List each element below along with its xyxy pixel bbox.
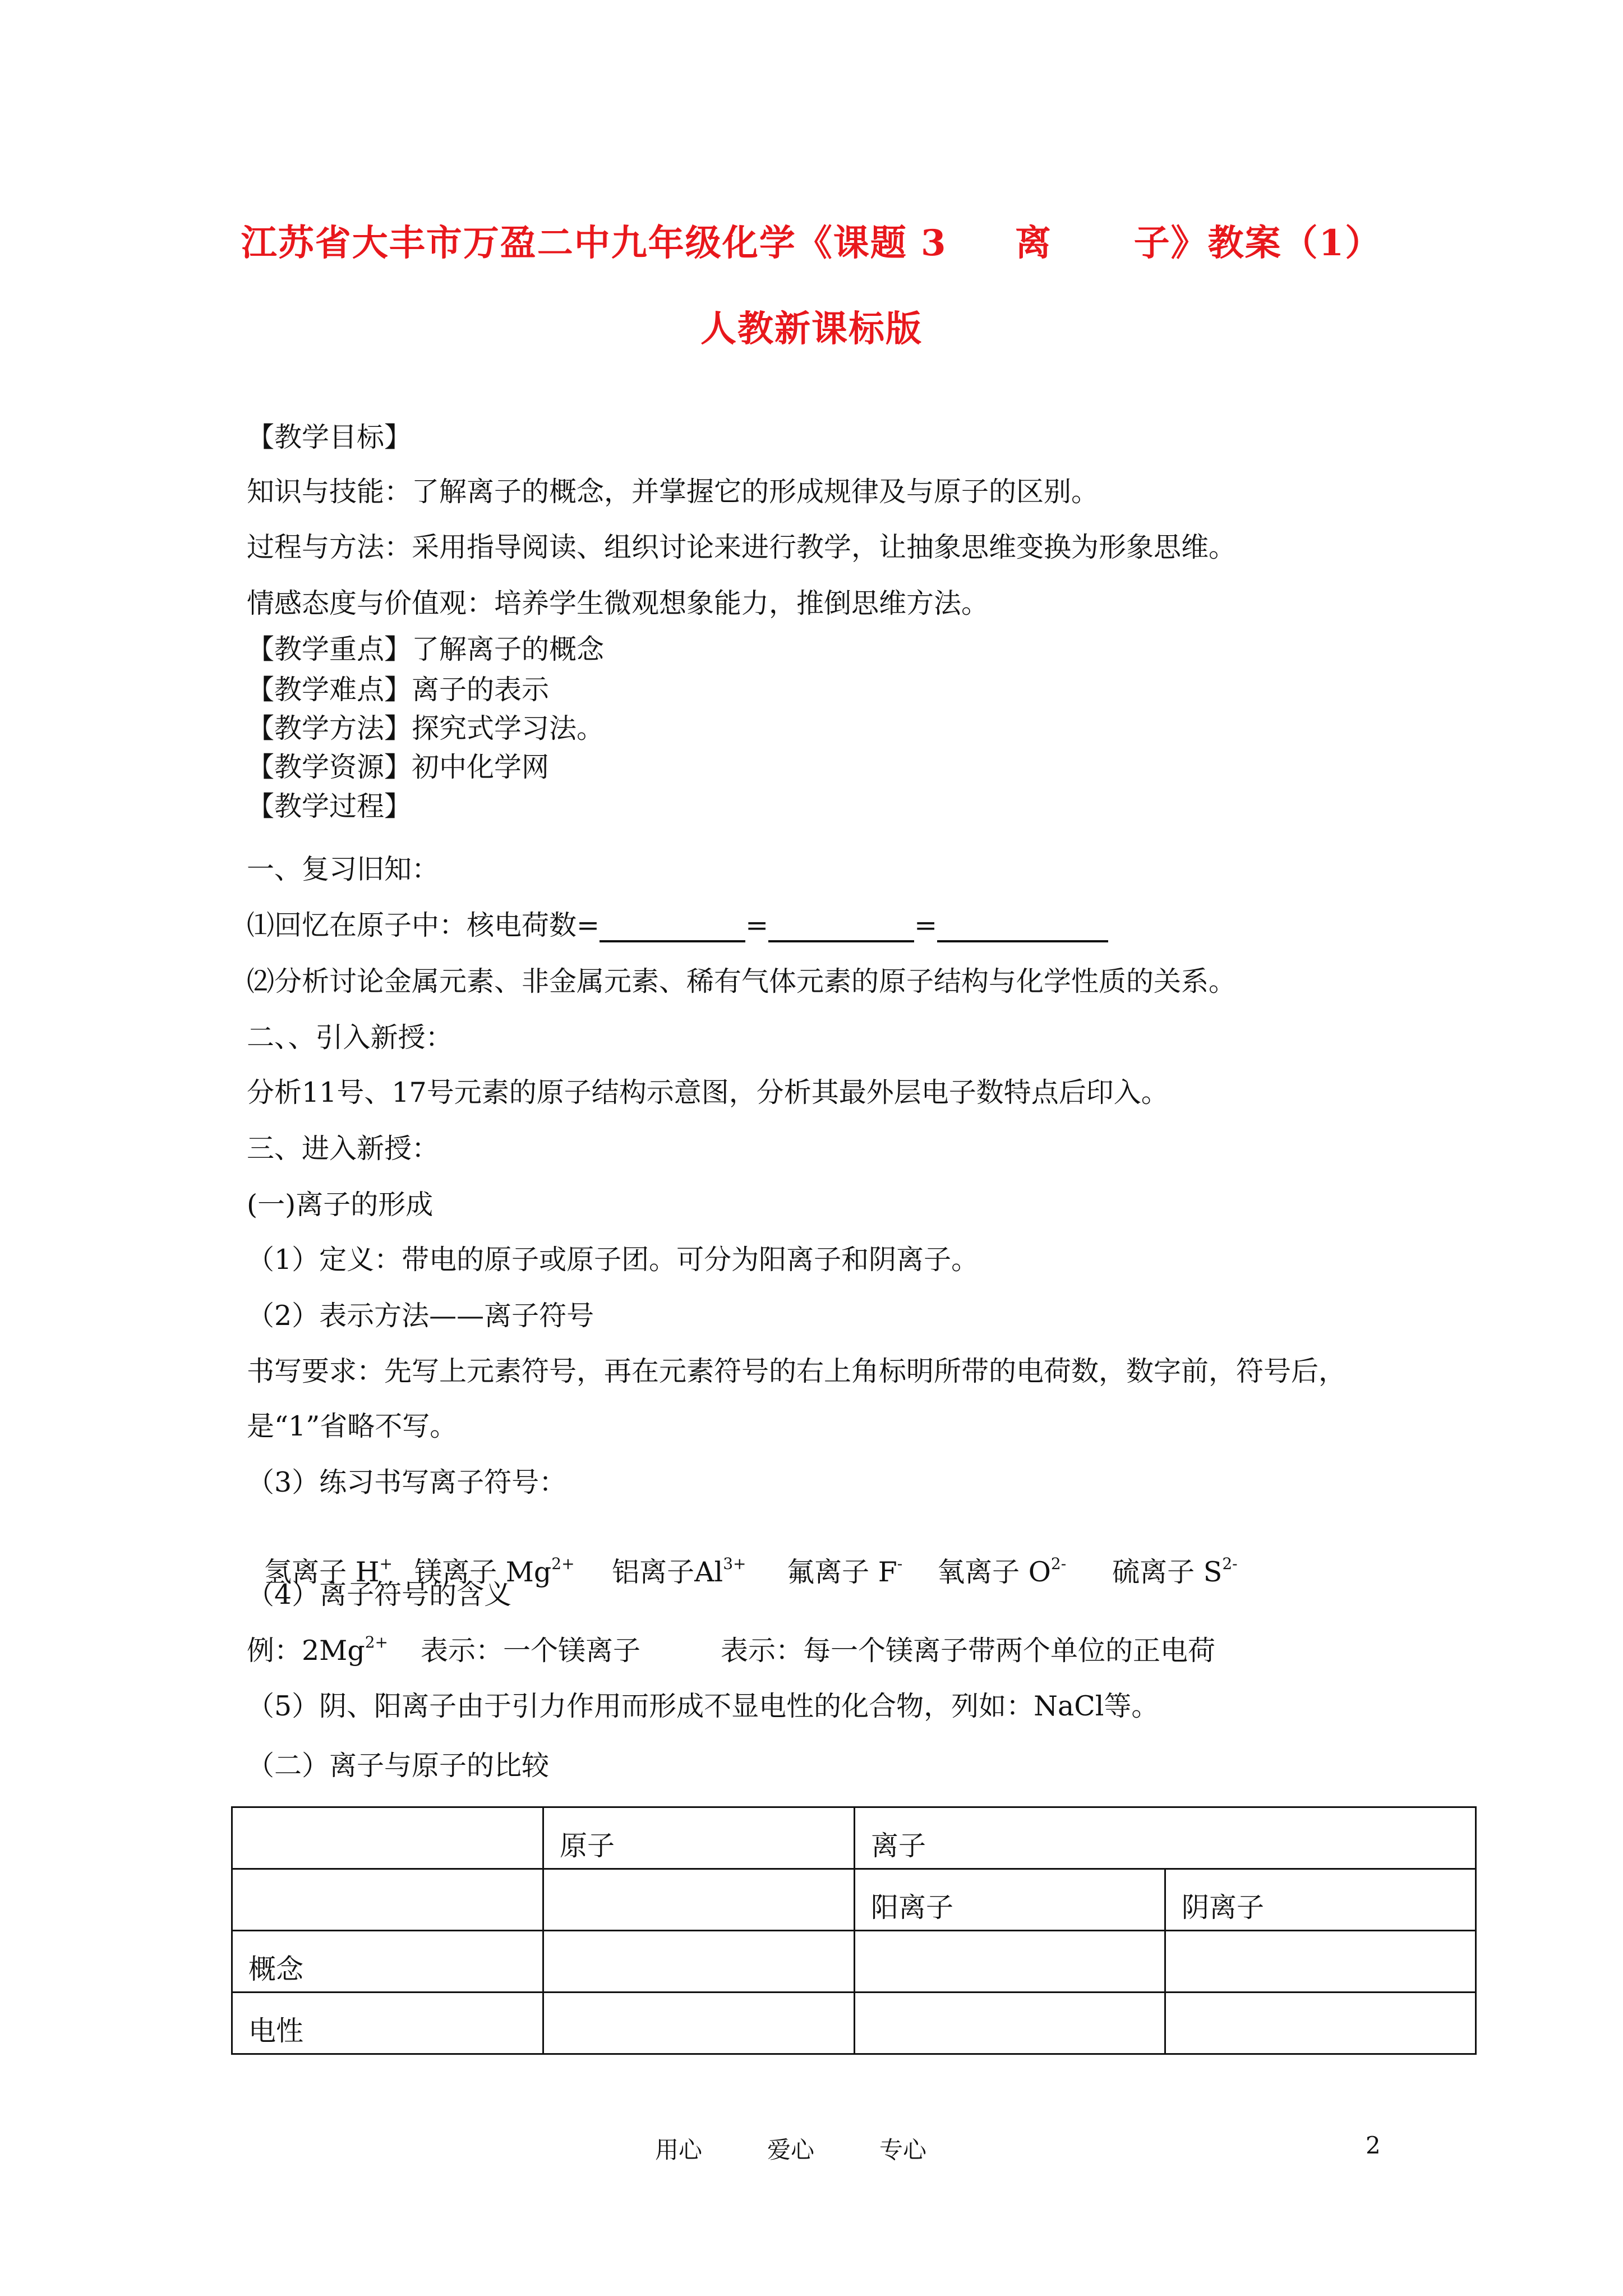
review-heading: 一、复习旧知： [247, 853, 440, 885]
table-cell [232, 1869, 543, 1931]
header-anion: 阴离子 [1165, 1869, 1476, 1931]
ion-symbol: H [355, 1556, 380, 1588]
table-cell [543, 1869, 855, 1931]
emotion-values: 情感态度与价值观：培养学生微观想象能力，推倒思维方法。 [247, 587, 989, 619]
header-cation: 阳离子 [855, 1869, 1165, 1931]
meaning-heading: （4）离子符号的含义 [247, 1579, 512, 1611]
intro-text: 分析11号、17号元素的原子结构示意图，分析其最外层电子数特点后印入。 [247, 1076, 1169, 1108]
review-item-1-text: ⑴回忆在原子中：核电荷数= [247, 909, 600, 941]
ion-oxygen [937, 1556, 1112, 1589]
difficulty: 【教学难点】离子的表示 [247, 674, 550, 706]
page-number: 2 [1366, 2132, 1381, 2159]
representation: （2）表示方法——离子符号 [247, 1300, 594, 1332]
header-atom: 原子 [543, 1807, 855, 1869]
teaching-method: 【教学方法】探究式学习法。 [247, 712, 605, 744]
table-cell [232, 1807, 543, 1869]
footer-motto-1: 用心 [655, 2136, 703, 2164]
example-line [247, 1634, 1215, 1668]
example-prefix: 例：2Mg [247, 1635, 365, 1667]
ion-name: 铝离子 [612, 1556, 695, 1588]
document-title-line1: 江苏省大丰市万盈二中九年级化学《课题 3 离 子》教案（1） [241, 222, 1382, 264]
intro-heading: 二、、引入新授： [247, 1022, 453, 1053]
objectives-heading: 【教学目标】 [247, 421, 412, 453]
table-row [232, 1807, 1476, 1869]
example-charge: 2+ [365, 1633, 388, 1651]
table-cell [543, 1931, 855, 1993]
writing-requirement-line1: 书写要求：先写上元素符号，再在元素符号的右上角标明所带的电荷数，数字前，符号后， [247, 1355, 1347, 1387]
ion-name: 氧离子 [937, 1556, 1029, 1588]
example-meaning-2: 表示：每一个镁离子带两个单位的正电荷 [721, 1635, 1216, 1667]
compound-text: （5）阴、阳离子由于引力作用而形成不显电性的化合物，列如：NaCl等。 [247, 1690, 1159, 1722]
document-title-line2: 人教新课标版 [700, 308, 923, 350]
review-item-2: ⑵分析讨论金属元素、非金属元素、稀有气体元素的原子结构与化学性质的关系。 [247, 965, 1237, 997]
footer-motto-3: 专心 [879, 2136, 927, 2164]
table-cell [1165, 1931, 1476, 1993]
practice-heading: （3）练习书写离子符号： [247, 1466, 567, 1498]
ion-symbol: Mg [505, 1556, 552, 1588]
example-meaning-1: 表示：一个镁离子 [421, 1635, 641, 1667]
ion-symbol: Al [694, 1556, 723, 1588]
review-item-1 [247, 909, 1108, 942]
table-row [232, 1931, 1476, 1993]
ion-charge: + [379, 1554, 393, 1573]
compare-heading: （二）离子与原子的比较 [247, 1750, 550, 1782]
table-cell [1165, 1993, 1476, 2054]
ion-charge: 3+ [723, 1554, 746, 1573]
ion-symbol: S [1203, 1556, 1223, 1588]
writing-requirement-line2: 是“1”省略不写。 [247, 1410, 458, 1442]
ion-aluminum [612, 1556, 787, 1589]
footer-motto-2: 爱心 [767, 2136, 815, 2164]
answer-blank [768, 911, 914, 942]
ion-fluorine [787, 1556, 937, 1589]
ion-name: 镁离子 [414, 1556, 506, 1588]
ion-name: 氢离子 [264, 1556, 356, 1588]
answer-blank [937, 911, 1108, 942]
answer-blank [600, 911, 745, 942]
definition: （1）定义：带电的原子或原子团。可分为阳离子和阴离子。 [247, 1244, 979, 1276]
ion-symbol: F [878, 1556, 897, 1588]
ion-name: 硫离子 [1112, 1556, 1204, 1588]
equals-sign: = [745, 909, 769, 941]
ion-charge: - [897, 1554, 903, 1573]
new-heading: 三、进入新授： [247, 1133, 440, 1165]
knowledge-skills: 知识与技能：了解离子的概念，并掌握它的形成规律及与原子的区别。 [247, 476, 1099, 508]
row-label-concept: 概念 [232, 1931, 543, 1993]
teaching-resource: 【教学资源】初中化学网 [247, 751, 550, 783]
equals-sign: = [914, 909, 938, 941]
example-symbol [247, 1634, 421, 1668]
ion-charge: 2- [1050, 1554, 1067, 1573]
row-label-charge: 电性 [232, 1993, 543, 2054]
table-cell [543, 1993, 855, 2054]
table-row [232, 1869, 1476, 1931]
process-heading: 【教学过程】 [247, 790, 412, 822]
ion-symbol: O [1028, 1556, 1051, 1588]
formation-heading: (一)离子的形成 [247, 1189, 434, 1221]
process-methods: 过程与方法：采用指导阅读、组织讨论来进行教学，让抽象思维变换为形象思维。 [247, 531, 1237, 563]
ion-name: 氟离子 [787, 1556, 878, 1588]
comparison-table [231, 1806, 1477, 2055]
ion-charge: 2+ [551, 1554, 575, 1573]
key-point: 【教学重点】了解离子的概念 [247, 633, 605, 665]
header-ion: 离子 [855, 1807, 1476, 1869]
table-row [232, 1993, 1476, 2054]
table-cell [855, 1993, 1165, 2054]
table-cell [855, 1931, 1165, 1993]
ion-charge: 2- [1222, 1554, 1238, 1573]
ion-sulfur [1112, 1556, 1237, 1589]
